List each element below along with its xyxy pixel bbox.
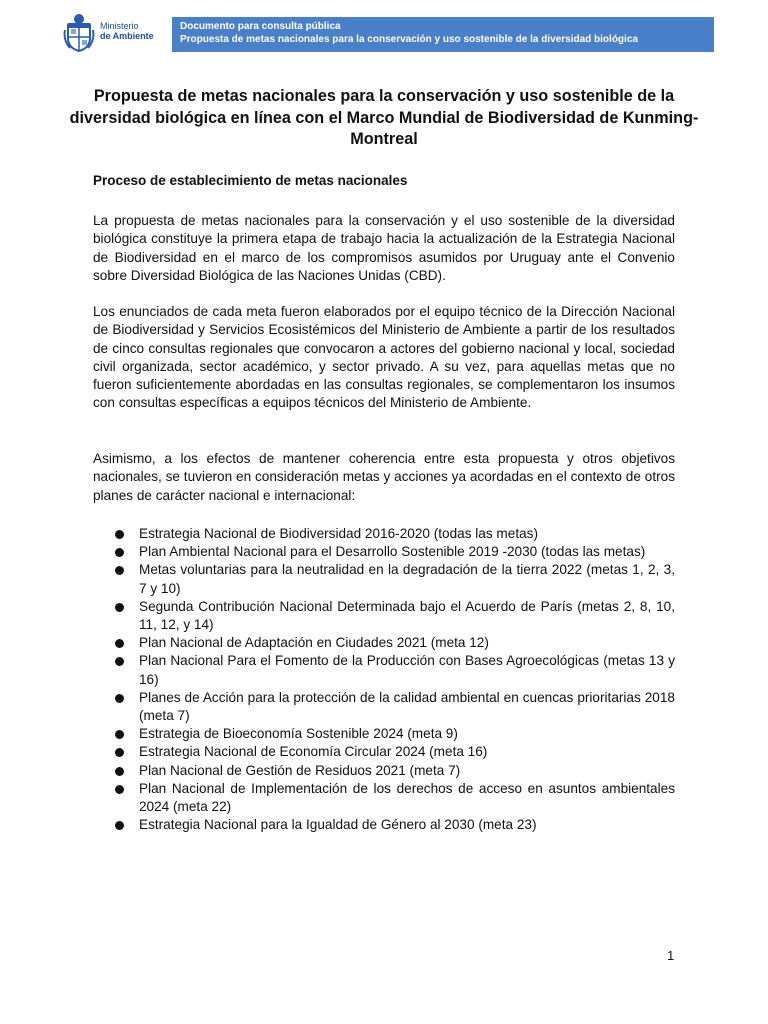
bullet-icon	[115, 530, 124, 539]
banner-line-1: Documento para consulta pública	[180, 21, 341, 32]
list-item-text: Plan Nacional de Implementación de los derechos de acceso en asuntos ambientales 2024 (meta 22)	[139, 780, 675, 815]
list-item	[93, 634, 675, 652]
paragraph-3: Asimismo, a los efectos de mantener coherencia entre esta propuesta y otros objetivos nacionales, se tuvieron en consideración metas y acciones ya acordadas en el contexto de otros planes de carácter nacional e internacional:	[93, 451, 675, 503]
section-heading: Proceso de establecimiento de metas nacionales	[93, 173, 408, 188]
list-item	[93, 652, 675, 688]
paragraph-1: La propuesta de metas nacionales para la conservación y el uso sostenible de la diversidad biológica constituye la primera etapa de trabajo hacia la actualización de la Estrategia Nacional de Biodiversidad en el marco de los compromisos asumidos por Uruguay ante el Convenio sobre Diversidad Biológica de las Naciones Unidas (CBD).	[93, 213, 675, 283]
list-item-text: Plan Nacional de Adaptación en Ciudades 2021 (meta 12)	[139, 635, 489, 651]
list-item	[93, 689, 675, 725]
bullet-icon	[115, 785, 124, 794]
document-title: Propuesta de metas nacionales para la conservación y uso sostenible de la diversidad biológica en línea con el Marco Mundial de Biodiversidad de Kunming-Montreal	[69, 87, 699, 148]
ministry-logo	[62, 10, 154, 52]
list-item	[93, 780, 675, 816]
list-item-text: Estrategia Nacional de Economía Circular 2024 (meta 16)	[139, 744, 488, 760]
bullet-icon	[115, 694, 124, 703]
bullet-icon	[115, 548, 124, 557]
bullet-icon	[115, 566, 124, 575]
list-item-text: Estrategia de Bioeconomía Sostenible 2024 (meta 9)	[139, 726, 458, 742]
logo-line-2: de Ambiente	[100, 31, 154, 41]
list-item-text: Planes de Acción para la protección de la calidad ambiental en cuencas prioritarias 2018 (meta 7)	[139, 689, 675, 724]
list-item-text: Plan Ambiental Nacional para el Desarrollo Sostenible 2019 -2030 (todas las metas)	[139, 544, 646, 560]
banner-line-2: Propuesta de metas nacionales para la conservación y uso sostenible de la diversidad biológica	[180, 33, 638, 45]
list-item	[93, 743, 675, 761]
list-item-text: Segunda Contribución Nacional Determinada bajo el Acuerdo de París (metas 2, 8, 10, 11, 12, y 14)	[139, 598, 675, 633]
bullet-icon	[115, 639, 124, 648]
list-item-text: Plan Nacional de Gestión de Residuos 2021 (meta 7)	[139, 762, 461, 778]
header-banner	[172, 17, 714, 52]
plans-list	[93, 525, 675, 834]
page-number: 1	[667, 948, 675, 963]
bullet-icon	[115, 603, 124, 612]
list-item-text: Estrategia Nacional para la Igualdad de Género al 2030 (meta 23)	[139, 817, 537, 833]
logo-line-1: Ministerio	[100, 21, 139, 31]
bullet-icon	[115, 748, 124, 757]
bullet-icon	[115, 767, 124, 776]
list-item	[93, 598, 675, 634]
bullet-icon	[115, 821, 124, 830]
bullet-icon	[115, 657, 124, 666]
paragraph-2: Los enunciados de cada meta fueron elaborados por el equipo técnico de la Dirección Nacional de Biodiversidad y Servicios Ecosistémicos del Ministerio de Ambiente a partir de los resultados de cinco consultas regionales que convocaron a actores del gobierno nacional y local, sociedad civil organizada, sector académico, y sector privado. A su vez, para aquellas metas que no fueron suficientemente abordadas en las consultas regionales, se complementaron los insumos con consultas específicas a equipos técnicos del Ministerio de Ambiente.	[93, 304, 675, 411]
coat-of-arms-icon	[62, 10, 96, 52]
list-item-text: Metas voluntarias para la neutralidad en la degradación de la tierra 2022 (metas 1, 2, 3, 7 y 10)	[139, 562, 675, 596]
bullet-icon	[115, 730, 124, 739]
list-item	[93, 816, 675, 834]
list-item-text: Estrategia Nacional de Biodiversidad 2016-2020 (todas las metas)	[139, 526, 538, 541]
list-item	[93, 543, 675, 561]
list-item	[93, 561, 675, 597]
list-item	[93, 762, 675, 780]
list-item	[93, 725, 675, 743]
list-item-text: Plan Nacional Para el Fomento de la Producción con Bases Agroecológicas (metas 13 y 16)	[139, 653, 675, 687]
list-item	[93, 525, 675, 543]
